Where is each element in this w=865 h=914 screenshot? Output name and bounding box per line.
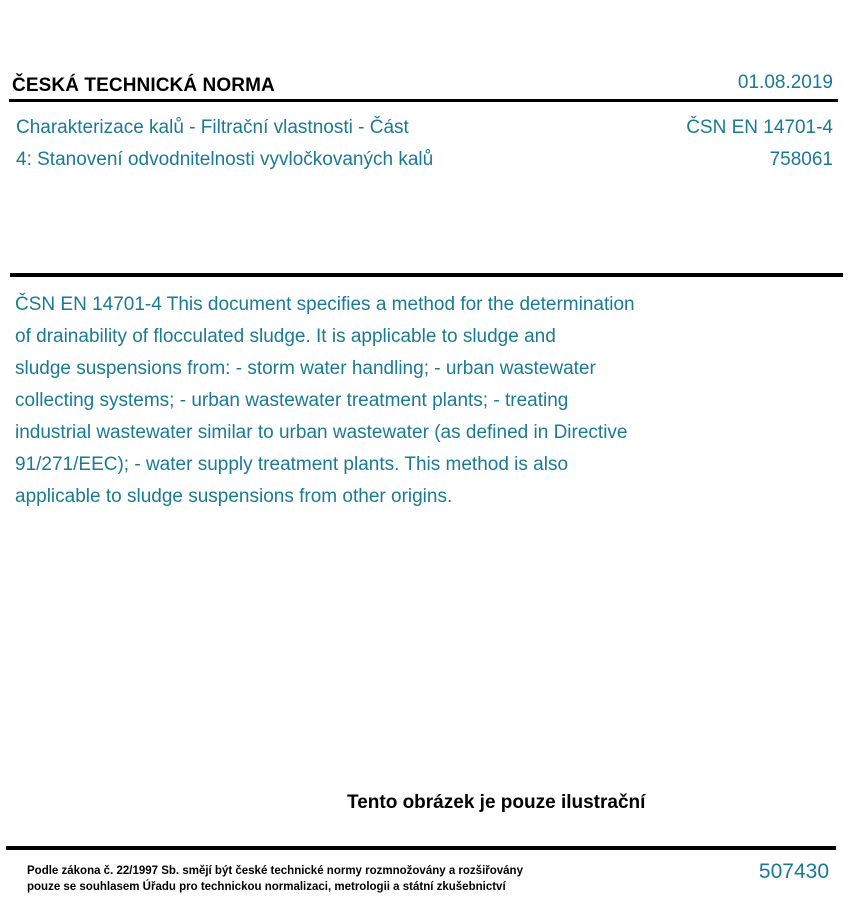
document-number: 507430: [758, 860, 829, 883]
standard-code: ČSN EN 14701-4: [686, 117, 833, 138]
standard-class-number: 758061: [769, 149, 833, 170]
legal-notice: [27, 863, 587, 895]
legal-notice-line-1: Podle zákona č. 22/1997 Sb. smějí být české technické normy rozmnožovány a rozšiřovány: [27, 865, 523, 877]
section-divider: [10, 273, 843, 277]
publication-date: 01.08.2019: [737, 72, 833, 93]
legal-notice-line-2: pouze se souhlasem Úřadu pro technickou normalizaci, metrologii a státní zkušebnictví: [27, 881, 506, 893]
footer-divider: [6, 846, 836, 850]
header-divider: [9, 99, 838, 102]
standard-title-line-1: Charakterizace kalů - Filtrační vlastnosti - Část: [16, 117, 409, 138]
illustrative-notice: Tento obrázek je pouze ilustrační: [347, 792, 646, 813]
standard-title-line-2: 4: Stanovení odvodnitelnosti vyvločkovaných kalů: [16, 149, 434, 170]
header-title: ČESKÁ TECHNICKÁ NORMA: [12, 75, 275, 96]
abstract-text: ČSN EN 14701-4 This document specifies a method for the determination of drainability of flocculated sludge. It is applicable to sludge and sludge suspensions from: - storm water handling; - urban wastewater collecting systems; - urban wastewater treatment plants; - treating industrial wastewater similar to urban wastewater (as defined in Directive 91/271/EEC); - water supply treatment plants. This method is also applicable to sludge suspensions from other origins.: [15, 294, 635, 507]
